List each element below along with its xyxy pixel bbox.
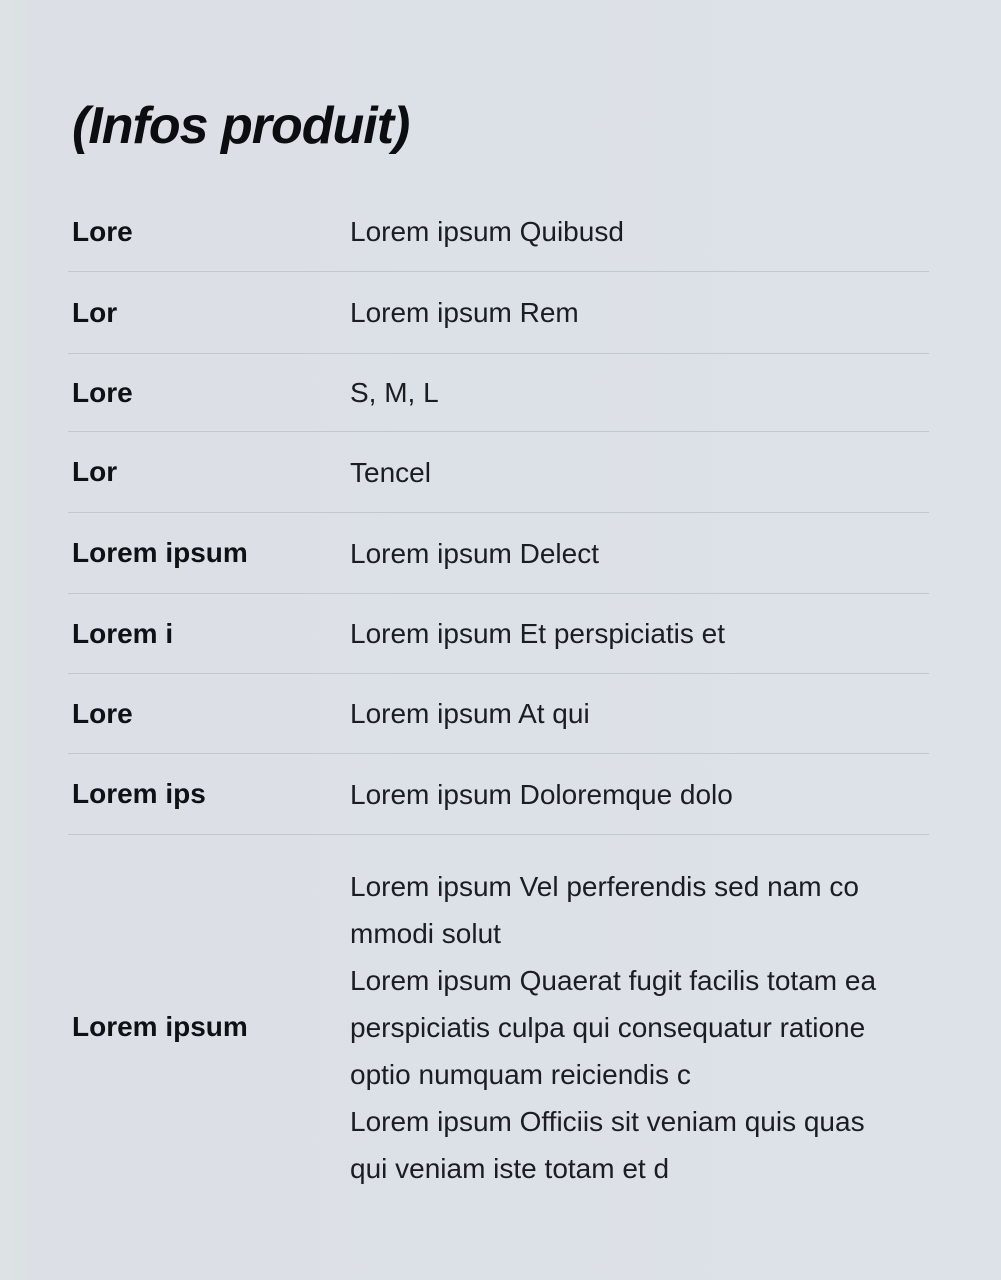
value-line: Lorem ipsum Vel perferendis sed nam co	[350, 870, 859, 902]
row-value: Lorem ipsum At qui	[350, 698, 590, 729]
value-line: Lorem ipsum Officiis sit veniam quis quas	[350, 1105, 865, 1137]
table-row	[68, 513, 929, 594]
table-row	[68, 674, 929, 754]
page-title: (Infos produit)	[72, 97, 410, 155]
row-value: Lorem ipsum Quibusd	[350, 216, 624, 247]
row-value: Lorem ipsum Rem	[350, 297, 579, 328]
row-value: Lorem ipsum Delect	[350, 537, 599, 569]
row-value: Lorem ipsum Et perspiciatis et	[350, 618, 726, 649]
table-row	[68, 594, 929, 674]
value-line: optio numquam reiciendis c	[350, 1058, 691, 1090]
row-label: Lorem i	[72, 617, 174, 649]
table-row	[68, 192, 929, 272]
row-value: Lorem ipsum Doloremque dolo	[350, 778, 733, 810]
value-line: mmodi solut	[350, 917, 501, 949]
row-label: Lorem ips	[72, 778, 206, 809]
table-row	[68, 272, 929, 354]
row-label: Lor	[72, 456, 118, 487]
table-row	[68, 754, 929, 835]
row-label: Lorem ipsum	[72, 1011, 248, 1042]
product-info-table	[68, 192, 929, 1219]
row-label: Lore	[72, 697, 133, 729]
row-label: Lore	[72, 376, 133, 408]
row-value-multiline	[350, 863, 929, 1192]
table-row	[68, 354, 929, 432]
row-label: Lorem ipsum	[72, 537, 248, 568]
row-label: Lor	[72, 296, 118, 328]
value-line: qui veniam iste totam et d	[350, 1152, 670, 1184]
value-line: perspiciatis culpa qui consequatur ratione	[350, 1011, 866, 1043]
row-value: S, M, L	[350, 377, 439, 408]
value-line: Lorem ipsum Quaerat fugit facilis totam ea	[350, 964, 877, 996]
row-value: Tencel	[350, 456, 431, 488]
table-row	[68, 835, 929, 1219]
table-row	[68, 432, 929, 513]
row-label: Lore	[72, 215, 133, 247]
